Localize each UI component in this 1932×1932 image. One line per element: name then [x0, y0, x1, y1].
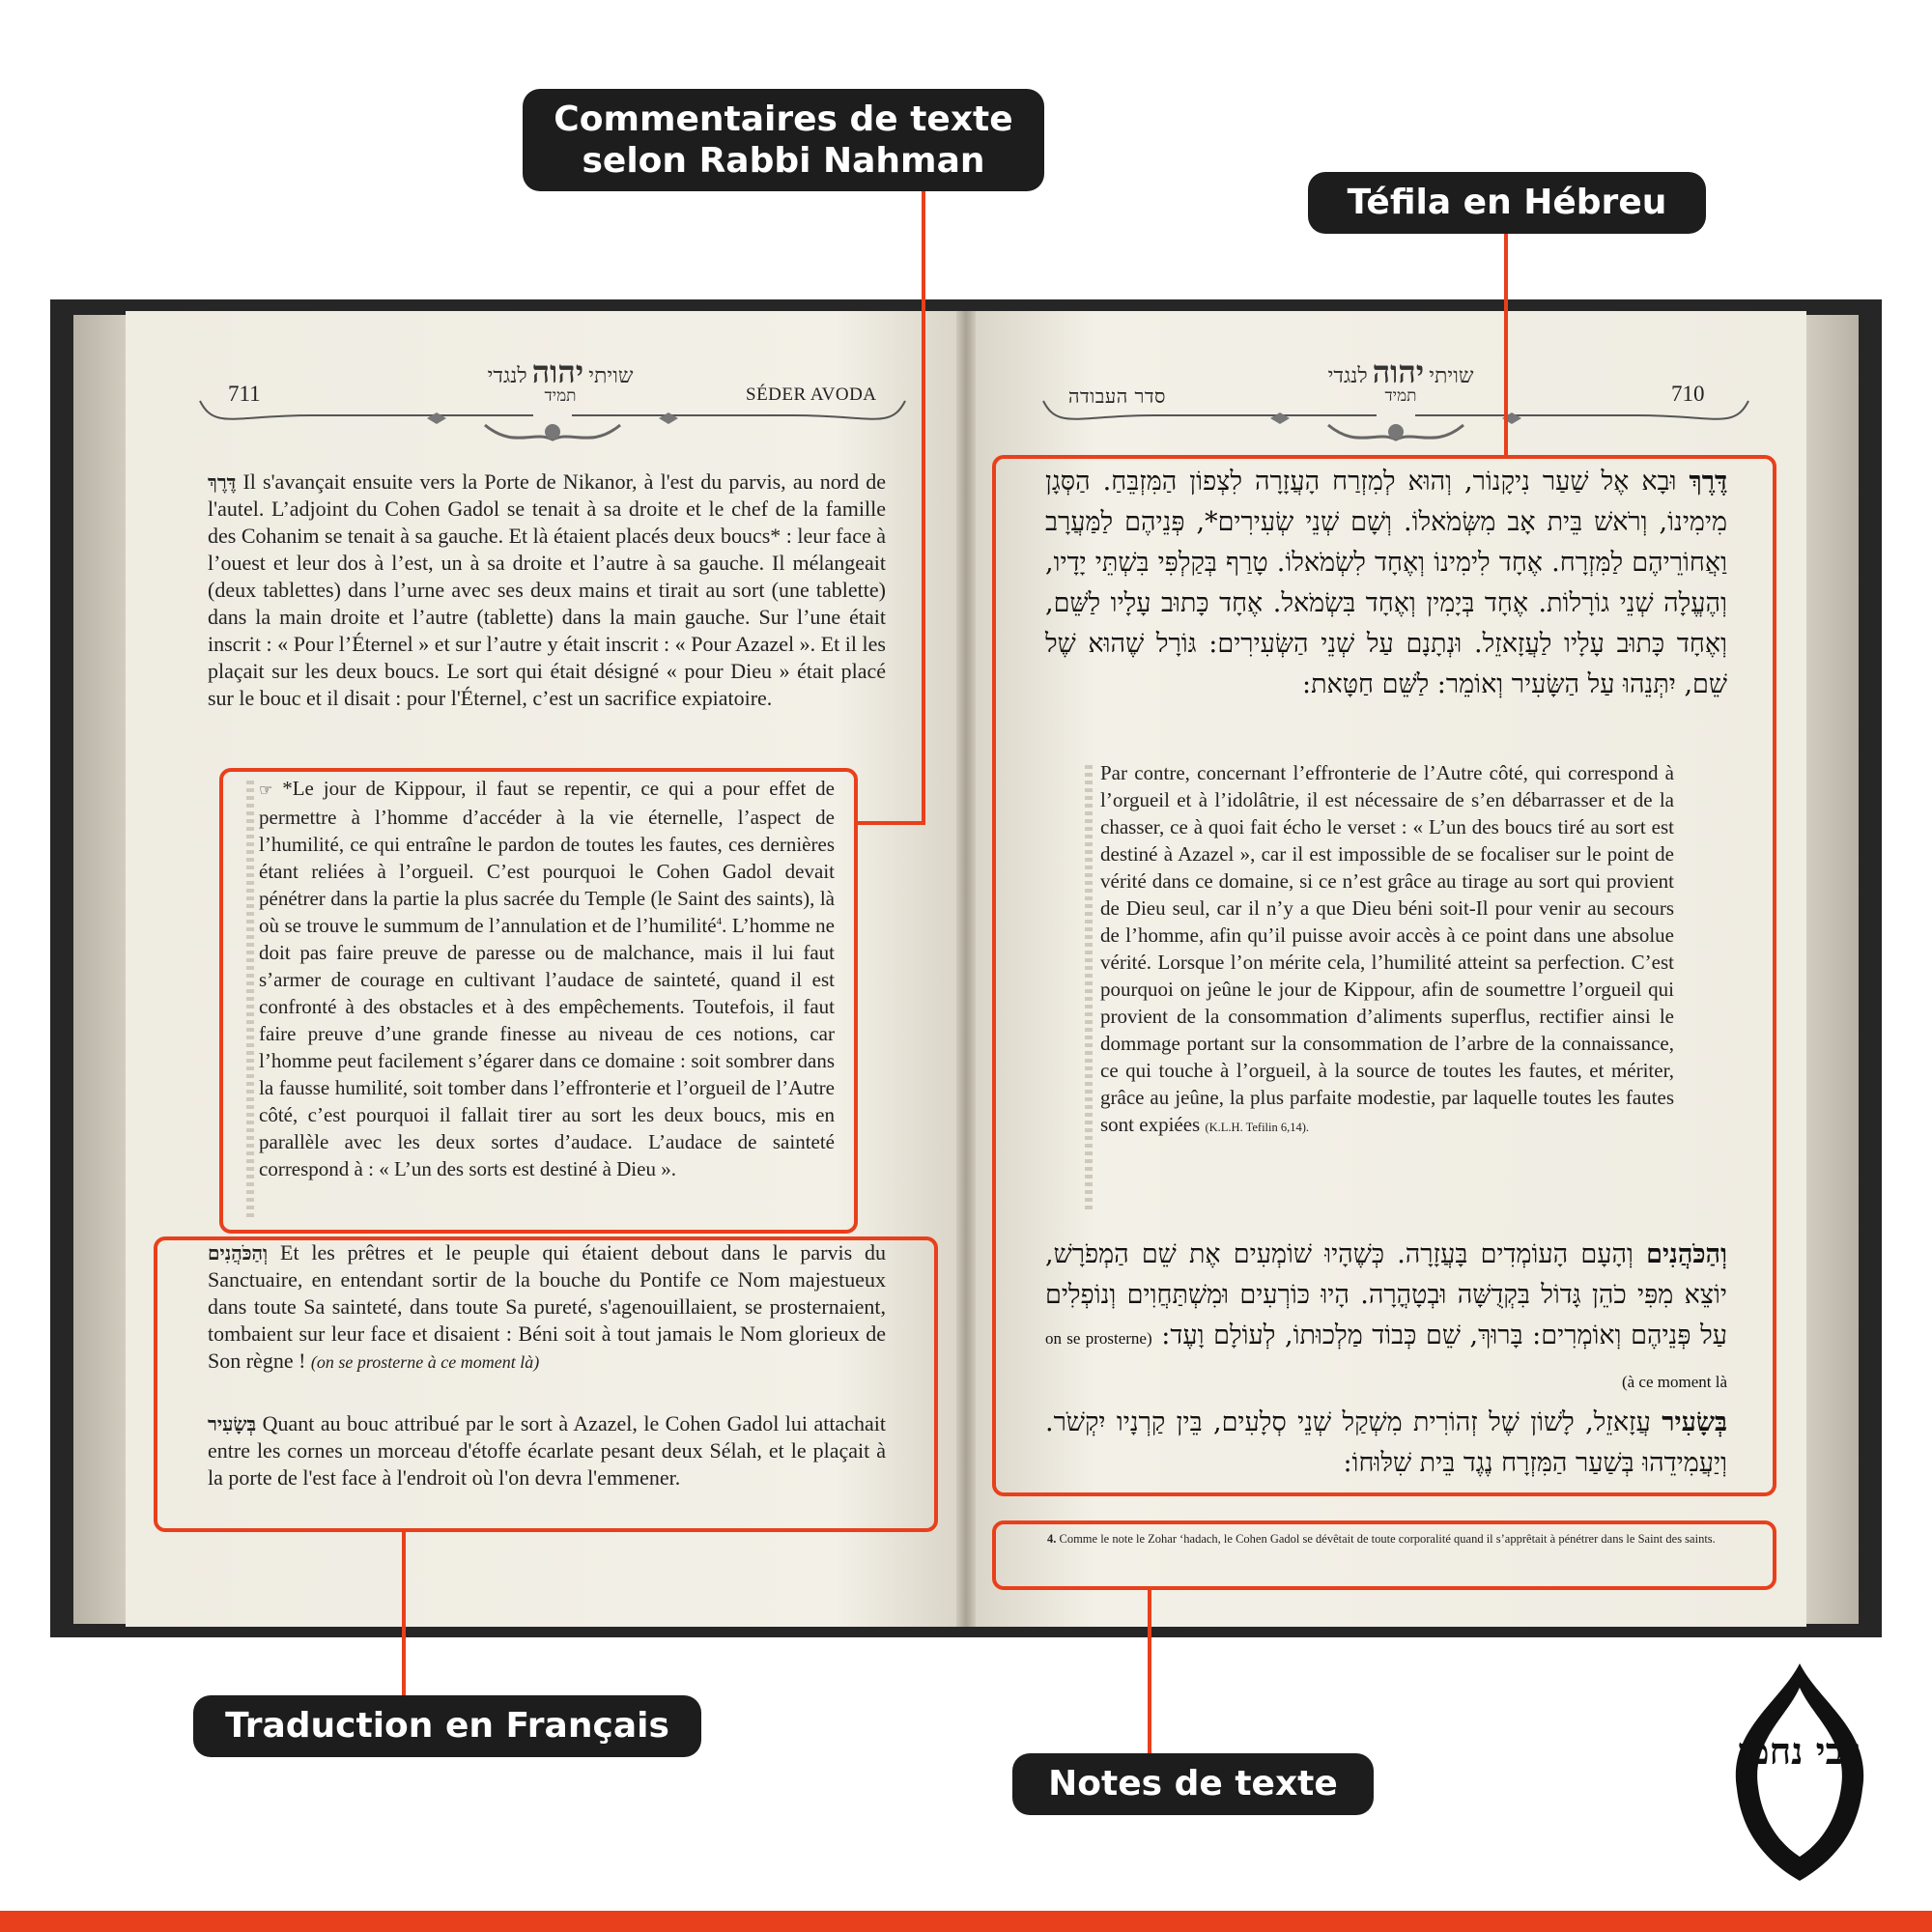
right-ornament-main-word: יהוה [1372, 354, 1425, 390]
highlight-translation-left [154, 1236, 938, 1532]
highlight-hebrew-right [992, 455, 1776, 1496]
right-commentary-ref: (K.L.H. Tefilin 6,14). [1205, 1121, 1310, 1134]
callout-tefila [1308, 172, 1706, 234]
left-commentary-text-a: *Le jour de Kippour, il faut se repentir, ce qui a pour effet de permettre à l’homme d’accéder à la vie éternelle, l’aspect de l’humilité, ce qui entraîne le pardon de toutes les fautes, ces dernières étant reliées à l’orgueil. C’est pourquoi le Cohen Gadol devait pénétrer dans la partie la plus sacrée du Temple (le Saint des saints), là où se trouve le summum de l’annulation et de l’humilité [259, 777, 835, 937]
book-gutter [956, 311, 976, 1627]
highlight-notes-right [992, 1520, 1776, 1590]
callout-notes-label: Notes de texte [1048, 1764, 1338, 1804]
right-footnote-number: 4. [1047, 1532, 1057, 1546]
right-ornament-left-word: לנגדי [1327, 364, 1368, 388]
left-p2-italic: (on se prosterne à ce moment là) [310, 1352, 540, 1372]
callout-commentaires-line2: selon Rabbi Nahman [582, 141, 985, 181]
left-p1-text: Il s'avançait ensuite vers la Porte de Nikanor, à l'est du parvis, au nord de l'autel. L’adjoint du Cohen Gadol se tenait à sa droite et le chef de la famille des Cohanim se tenait à sa gauche. Et là étaient placés deux boucs* : leur face à l’ouest et leur dos à l’est, un à sa droite et l’autre à sa gauche. Il mélangeait (deux tablettes) dans l’urne avec ses deux mains et tirait au sort (une tablette) dans la main droite et l’autre (tablette) dans la main gauche. Sur l’une était inscrit : « Pour l’Éternel » et sur l’autre y était inscrit : « Pour Azazel ». Et il les plaçait sur les deux boucs. Le sort qui était désigné « pour Dieu » était placé sur le bouc et il disait : pour l'Éternel, c’est un sacrifice expiatoire. [208, 469, 887, 710]
left-p3-lead: בְּשָׂעִיר [208, 1412, 257, 1435]
page-stack-right [1799, 315, 1859, 1624]
connector-tefila [1504, 234, 1508, 458]
right-he2-note: (on se prosterne à ce moment là) [1045, 1329, 1727, 1391]
bottom-accent-bar [0, 1911, 1932, 1932]
left-ornament-title [454, 354, 667, 406]
left-p2-lead: וְהַכֹּהֲנִים [208, 1241, 269, 1264]
connector-notes [1148, 1588, 1151, 1753]
left-ornament-main-word: יהוה [531, 354, 584, 390]
logo-text: רבי נחמן [1738, 1729, 1861, 1773]
callout-traduction-label: Traduction en Français [225, 1706, 669, 1747]
left-p1-lead: דֶּרֶךְ [208, 470, 237, 494]
left-running-head: SÉDER AVODA [746, 384, 877, 405]
right-page-number: 710 [1671, 382, 1705, 406]
right-ornament-title [1294, 354, 1507, 406]
left-p2-text: Et les prêtres et le peuple qui étaient debout dans le parvis du Sanctuaire, en entendant sortir de la bouche du Pontife ce Nom majestueux dans toute Sa sainteté, dans toute Sa pureté, s'agenouillaient, se prosternaient, tombaient sur leur face et disaient : Béni soit à tout jamais le Nom glorieux de Son règne ! [208, 1240, 887, 1373]
left-p3-text: Quant au bouc attribué par le sort à Azazel, le Cohen Gadol lui attachait entre les cornes un morceau d'étoffe écarlate pesant deux Sélah, et le plaçait à la porte de l'est face à l'endroit où l'on devra l'emmener. [208, 1411, 886, 1490]
left-ornament-sub: תמיד [544, 386, 577, 406]
callout-notes [1012, 1753, 1374, 1815]
right-running-head: סדר העבודה [1068, 384, 1166, 408]
right-footnote-text: Comme le note le Zohar ‘hadach, le Cohen Gadol se dévêtait de toute corporalité quand il s’apprêtait à pénétrer dans le Saint des saints. [1059, 1532, 1716, 1546]
connector-commentaires-horizontal [858, 821, 925, 825]
left-page-number: 711 [228, 382, 261, 406]
right-commentary-text: Par contre, concernant l’effronterie de l’Autre côté, qui correspond à l’orgueil et à l’idolâtrie, il est nécessaire de s’en débarrasser et de la chasser, ce à quoi fait écho le verset : « L’un des boucs tiré au sort est destiné à Azazel », car il est impossible de se focaliser sur le point de vérité dans ce domaine, si ce n’est grâce au tirage au sort qui provient de Dieu seul, car il n’y a que Dieu béni soit-Il pour venir au secours de l’homme, afin qu’il puisse avoir accès à ce point dans une absolue vérité. Lorsque l’on mérite cela, l’humilité atteint sa perfection. C’est pourquoi on jeûne le jour de Kippour, afin de soumettre l’orgueil qui provient de la consommation d’aliments superflus, rectifier ainsi le dommage portant sur la consommation de l’arbre de la connaissance, ce qui touche à l’orgueil, à la source de toutes les fautes, et mériter, grâce au jeûne, la plus parfaite modestie, par laquelle toutes les fautes sont expiées [1100, 761, 1674, 1136]
right-he2-text: וְהָעָם הָעוֹמְדִים בָּעֲזָרָה. כְּשֶׁהָיוּ שׁוֹמְעִים אֶת שֵׁם הַמְפֹרָשׁ, יוֹצֵא מִפִּי כֹהֵן גָּדוֹל בִּקְדֻשָּׁה וּבְטָהֳרָה. הָיוּ כּוֹרְעִים וּמִשְׁתַּחֲוִים וְנוֹפְלִים עַל פְּנֵיהֶם וְאוֹמְרִים: בָּרוּךְ, שֵׁם כְּבוֹד מַלְכוּתוֹ, לְעוֹלָם וָעֶד: [1045, 1239, 1727, 1350]
page-stack-left [73, 315, 133, 1624]
right-ornament-sub: תמיד [1384, 386, 1417, 406]
right-he2-lead: וְהַכֹּהֲנִים [1646, 1239, 1727, 1269]
pointing-hand-icon: ☞ [259, 781, 273, 799]
right-ornament-right-word: שויתי [1429, 364, 1474, 388]
highlight-commentary-left [219, 768, 858, 1234]
callout-commentaires [523, 89, 1044, 191]
callout-commentaires-line1: Commentaires de texte [554, 99, 1013, 139]
callout-traduction [193, 1695, 701, 1757]
footnote-ref: 4 [716, 916, 723, 927]
right-he1-text: וּבָא אֶל שַׁעַר נִיקָנוֹר, וְהוּא לְמִזְרַח הָעֲזָרָה לִצְפוֹן הַמִּזְבֵּחַ. הַסְּגָן מִימִינוֹ, וְרֹאשׁ בֵּית אָב מִשְּׂמֹאלוֹ. וְשָׁם שְׁנֵי שְׂעִירִים*, פְּנֵיהֶם לַמַּעֲרָב וַאֲחוֹרֵיהֶם לַמִּזְרָח. אֶחָד לִימִינוֹ וְאֶחָד לִשְׂמֹאלוֹ. טָרַף בְּקַלְפִּי בִּשְׁתֵּי יָדָיו, וְהֶעֱלָה שְׁנֵי גוֹרָלוֹת. אֶחָד בְּיָמִין וְאֶחָד בִּשְׂמֹאל. אֶחָד כָּתוּב עָלָיו לַשֵּׁם, וְאֶחָד כָּתוּב עָלָיו לַעֲזָאזֵל. וּנְתָנָם עַל שְׁנֵי הַשְּׂעִירִים: גּוֹרָל שֶׁהוּא שֶׁל שֵׁם, יִתְּנֵהוּ עַל הַשָּׂעִיר וְאוֹמֵר: לַשֵּׁם חַטָּאת: [1045, 467, 1727, 699]
flame-hebrew-logo [1727, 1663, 1872, 1886]
left-ornament-left-word: לנגדי [487, 364, 527, 388]
left-ornament-right-word: שויתי [588, 364, 634, 388]
right-he3-lead: בְּשָׂעִיר [1662, 1407, 1727, 1437]
connector-commentaires-vertical [922, 191, 925, 825]
left-paragraph-1 [208, 469, 886, 712]
left-commentary-text-b: . L’homme ne doit pas faire preuve de paresse ou de malchance, mais il lui faut s’armer de courage en cultivant l’audace de sainteté, quand il est confronté à des obstacles et à des empêchements. Toutefois, il faut faire preuve d’une grande finesse au niveau de ces notions, car l’homme peut facilement s’égarer dans ce domaine : soit sombrer dans la fausse humilité, soit tomber dans l’effronterie et l’orgueil de l’Autre côté, c’est pourquoi il fallait tirer au sort les deux boucs, mis en parallèle avec les deux sortes d’audace. L’audace de sainteté correspond à : « L’un des sorts est destiné à Dieu ». [259, 914, 835, 1180]
right-he1-lead: דֶּרֶךְ [1689, 467, 1727, 497]
callout-tefila-label: Téfila en Hébreu [1347, 183, 1667, 223]
right-he3-text: עֲזָאזֵל, לָשׁוֹן שֶׁל זְהוֹרִית מִשְׁקַל שְׁנֵי סְלָעִים, בֵּין קַרְנָיו יִקְשֹׁר. וְיַעֲמִידֵהוּ בְּשַׁעַר הַמִּזְרָח נֶגֶד בֵּית שִׁלּוּחוֹ: [1045, 1407, 1727, 1478]
connector-traduction [402, 1530, 406, 1695]
